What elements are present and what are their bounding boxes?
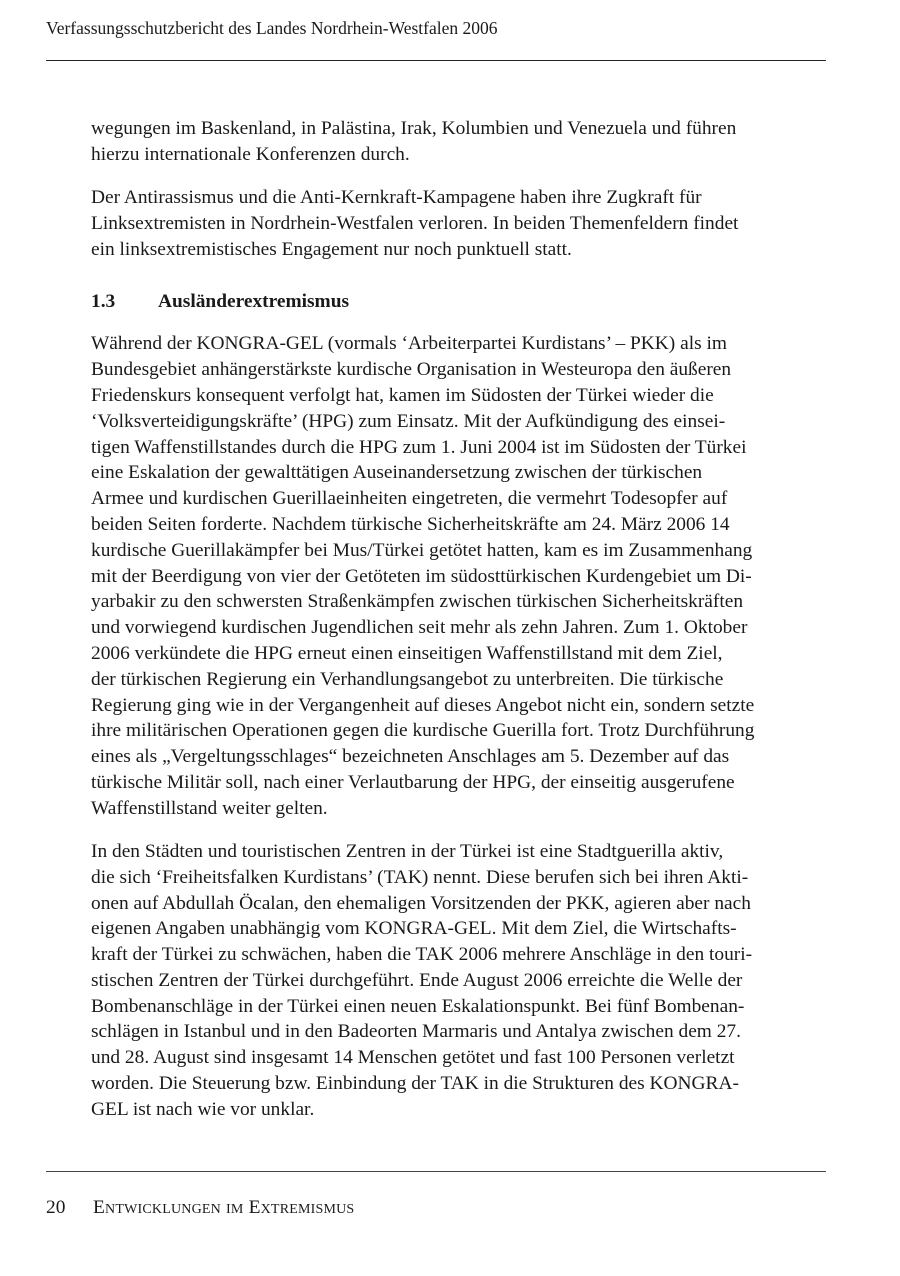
text-line: eigenen Angaben unabhängig vom KONGRA-GEL. Mit dem Ziel, die Wirtschafts- [91, 918, 737, 940]
section-heading [91, 289, 831, 315]
text-line: ein linksextremistisches Engagement nur noch punktuell statt. [91, 238, 572, 260]
text-line: GEL ist nach wie vor unklar. [91, 1098, 315, 1120]
text-line: hierzu internationale Konferenzen durch. [91, 143, 410, 165]
text-line: Bombenanschläge in der Türkei einen neuen Eskalationspunkt. Bei fünf Bombenan- [91, 995, 745, 1017]
text-line: schlägen in Istanbul und in den Badeorten Marmaris und Antalya zwischen dem 27. [91, 1021, 741, 1043]
text-line: der türkischen Regierung ein Verhandlungsangebot zu unterbreiten. Die türkische [91, 668, 724, 690]
text-line: Der Antirassismus und die Anti-Kernkraft-Kampagene haben ihre Zugkraft für [91, 186, 702, 208]
text-line: die sich ‘Freiheitsfalken Kurdistans’ (TAK) nennt. Diese berufen sich bei ihren Akti- [91, 866, 749, 888]
text-line: ihre militärischen Operationen gegen die kurdische Guerilla fort. Trotz Durchführung [91, 720, 755, 742]
paragraph [91, 331, 831, 821]
text-line: eine Eskalation der gewalttätigen Auseinandersetzung zwischen der türkischen [91, 462, 703, 484]
header-divider [46, 60, 826, 61]
text-line: eines als „Vergeltungsschlages“ bezeichneten Anschlages am 5. Dezember auf das [91, 746, 730, 768]
section-title: Ausländerextremismus [158, 291, 350, 313]
chapter-title: Entwicklungen im Extremismus [93, 1197, 355, 1218]
text-line: und vorwiegend kurdischen Jugendlichen seit mehr als zehn Jahren. Zum 1. Oktober [91, 617, 748, 639]
text-line: mit der Beerdigung von vier der Getöteten im südosttürkischen Kurdengebiet um Di- [91, 565, 752, 587]
text-line: worden. Die Steuerung bzw. Einbindung der TAK in die Strukturen des KONGRA- [91, 1073, 739, 1095]
text-line: onen auf Abdullah Öcalan, den ehemaligen Vorsitzenden der PKK, agieren aber nach [91, 892, 751, 914]
text-line: Linksextremisten in Nordrhein-Westfalen verloren. In beiden Themenfeldern findet [91, 212, 739, 234]
text-line: türkische Militär soll, nach einer Verlautbarung der HPG, der einseitig ausgerufene [91, 771, 735, 793]
text-line: kraft der Türkei zu schwächen, haben die TAK 2006 mehrere Anschläge in den touri- [91, 944, 753, 966]
text-line: kurdische Guerillakämpfer bei Mus/Türkei getötet hatten, kam es im Zusammenhang [91, 539, 753, 561]
text-line: wegungen im Baskenland, in Palästina, Irak, Kolumbien und Venezuela und führen [91, 118, 737, 139]
text-line: In den Städten und touristischen Zentren in der Türkei ist eine Stadtguerilla aktiv, [91, 840, 724, 862]
text-line: stischen Zentren der Türkei durchgeführt. Ende August 2006 erreichte die Welle der [91, 969, 743, 991]
text-line: beiden Seiten forderte. Nachdem türkische Sicherheitskräfte am 24. März 2006 14 [91, 513, 730, 535]
footer-divider [46, 1171, 826, 1172]
text-line: ‘Volksverteidigungskräfte’ (HPG) zum Einsatz. Mit der Aufkündigung des einsei- [91, 410, 726, 432]
text-line: und 28. August sind insgesamt 14 Menschen getötet und fast 100 Personen verletzt [91, 1047, 735, 1069]
text-line: Waffenstillstand weiter gelten. [91, 797, 328, 819]
page-footer [46, 1196, 354, 1220]
text-line: Bundesgebiet anhängerstärkste kurdische Organisation in Westeuropa den äußeren [91, 359, 732, 381]
section-number: 1.3 [91, 291, 116, 313]
paragraph [91, 185, 831, 262]
paragraph [91, 116, 831, 168]
text-line: Friedenskurs konsequent verfolgt hat, kamen im Südosten der Türkei wieder die [91, 384, 714, 406]
text-line: Armee und kurdischen Guerillaeinheiten eingetreten, die vermehrt Todesopfer auf [91, 488, 728, 510]
text-line: Während der KONGRA-GEL (vormals ‘Arbeiterpartei Kurdistans’ – PKK) als im [91, 333, 727, 355]
text-line: yarbakir zu den schwersten Straßenkämpfen zwischen türkischen Sicherheitskräften [91, 591, 744, 613]
text-line: tigen Waffenstillstandes durch die HPG zum 1. Juni 2004 ist im Südosten der Türkei [91, 436, 747, 458]
paragraph [91, 839, 831, 1123]
page-number: 20 [46, 1197, 66, 1218]
text-line: Regierung ging wie in der Vergangenheit auf dieses Angebot nicht ein, sondern setzte [91, 694, 755, 716]
text-line: 2006 verkündete die HPG erneut einen einseitigen Waffenstillstand mit dem Ziel, [91, 642, 723, 664]
running-header: Verfassungsschutzbericht des Landes Nordrhein-Westfalen 2006 [46, 18, 498, 38]
page-body [91, 116, 831, 1140]
